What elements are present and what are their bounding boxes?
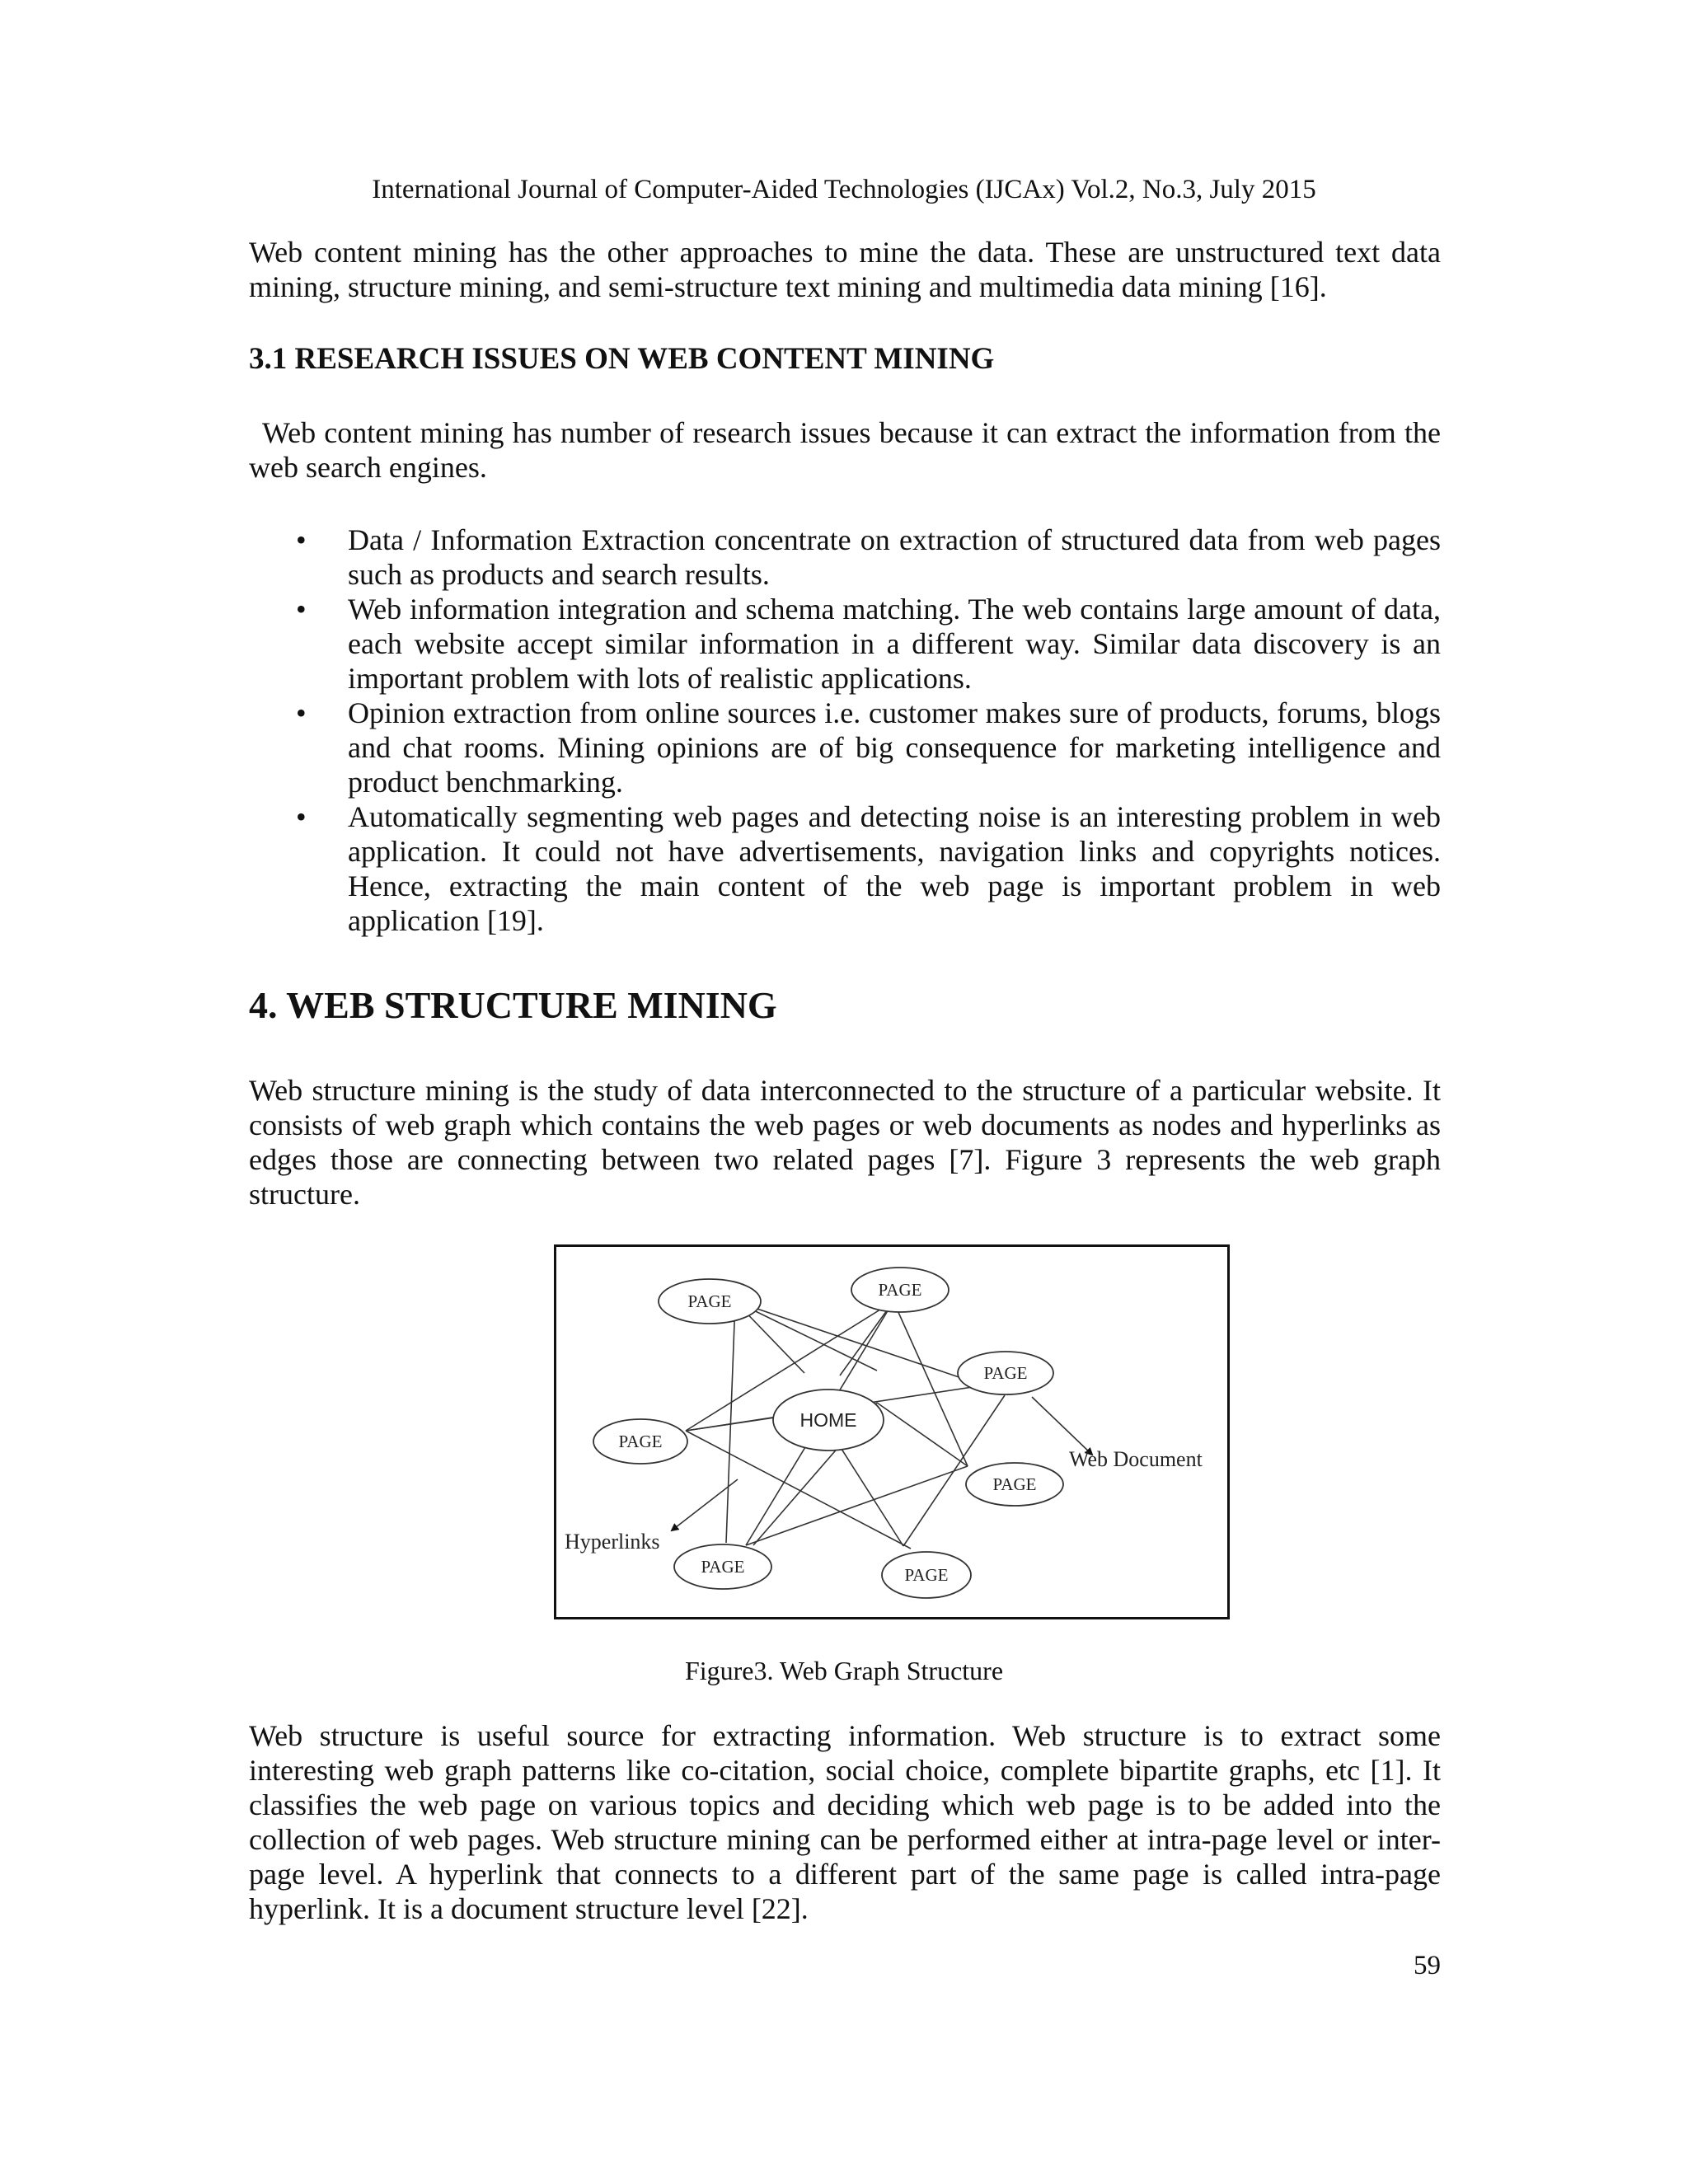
bullet-icon: • xyxy=(296,696,307,729)
page-node xyxy=(659,1279,761,1324)
section-3-1-paragraph: Web content mining has number of research issues because it can extract the information from the web search engines. xyxy=(249,416,1441,484)
section-3-1-heading: 3.1 RESEARCH ISSUES ON WEB CONTENT MINING xyxy=(249,342,995,376)
page-number: 59 xyxy=(1414,1951,1441,1980)
web-graph-diagram xyxy=(556,1247,1227,1617)
hyperlinks-label: Hyperlinks xyxy=(565,1530,660,1554)
svg-text:PAGE: PAGE xyxy=(992,1474,1037,1494)
web-document-arrow xyxy=(1032,1397,1092,1455)
section-4-heading: 4. WEB STRUCTURE MINING xyxy=(249,984,777,1026)
page-node xyxy=(851,1268,949,1312)
page-node xyxy=(593,1419,687,1464)
section-3-1-body xyxy=(249,415,1441,485)
page-nodes xyxy=(593,1268,1063,1598)
edge xyxy=(735,1301,877,1371)
list-item: • Opinion extraction from online sources i.e. customer makes sure of products, forums, blogs and chat rooms. Mining opinions are of big consequence for marketing intelligence and product benchmarking. xyxy=(296,696,1441,799)
bullet-icon: • xyxy=(296,800,307,833)
svg-text:PAGE: PAGE xyxy=(701,1557,745,1577)
bullet-icon: • xyxy=(296,593,307,626)
svg-text:PAGE: PAGE xyxy=(878,1280,922,1300)
svg-text:PAGE: PAGE xyxy=(687,1291,732,1311)
bullet-icon: • xyxy=(296,523,307,556)
closing-block xyxy=(249,1718,1441,1926)
list-item: • Web information integration and schema matching. The web contains large amount of data, each website accept similar information in a different way. Similar data discovery is an important problem with lots of realistic applications. xyxy=(296,593,1441,695)
svg-text:PAGE: PAGE xyxy=(618,1432,663,1451)
edge xyxy=(726,1301,735,1543)
section-4 xyxy=(249,982,1441,1029)
svg-text:PAGE: PAGE xyxy=(904,1565,949,1585)
section-4-paragraph: Web structure mining is the study of data interconnected to the structure of a particular website. It consists of web graph which contains the web pages or web documents as nodes and hyperlinks as edges those are connecting between two related pages [7]. Figure 3 represents the web graph structure. xyxy=(249,1074,1441,1211)
edge xyxy=(735,1301,983,1385)
web-document-label: Web Document xyxy=(1069,1447,1203,1471)
running-head: International Journal of Computer-Aided Technologies (IJCAx) Vol.2, No.3, July 2015 xyxy=(372,175,1316,204)
intro-paragraph: Web content mining has the other approaches to mine the data. These are unstructured text data mining, structure mining, and semi-structure text mining and multimedia data mining [16]. xyxy=(249,236,1441,303)
list-item: • Automatically segmenting web pages and detecting noise is an interesting problem in web application. It could not have advertisements, navigation links and copyrights notices. Hence, extracting the main content of the web page is important problem in web application [19]. xyxy=(296,800,1441,937)
list-item: • Data / Information Extraction concentrate on extraction of structured data from web pages such as products and search results. xyxy=(296,523,1441,591)
web-graph-figure xyxy=(554,1244,1230,1619)
svg-text:PAGE: PAGE xyxy=(983,1363,1028,1383)
section-4-body xyxy=(249,1073,1441,1212)
edge xyxy=(893,1301,968,1466)
research-issues-list xyxy=(249,523,1441,938)
page-node xyxy=(882,1552,971,1598)
home-node xyxy=(773,1390,884,1451)
page-node xyxy=(958,1352,1053,1394)
intro-block xyxy=(249,235,1441,304)
edge xyxy=(746,1466,968,1545)
section-3-1 xyxy=(249,341,1441,377)
edge xyxy=(686,1431,911,1549)
closing-paragraph: Web structure is useful source for extracting information. Web structure is to extract some interesting web graph patterns like co-citation, social choice, complete bipartite graphs, etc [1]. It classifies the web page on various topics and deciding which web page is to be added into the collection of web pages. Web structure mining can be performed either at intra-page level or inter-page level. A hyperlink that connects to a different part of the same page is called intra-page hyperlink. It is a document structure level [22]. xyxy=(249,1719,1441,1925)
svg-text:HOME: HOME xyxy=(799,1409,857,1431)
edge xyxy=(840,1301,893,1376)
page-node xyxy=(966,1463,1063,1506)
figure-caption: Figure3. Web Graph Structure xyxy=(684,1656,1004,1685)
page-node xyxy=(674,1544,771,1589)
